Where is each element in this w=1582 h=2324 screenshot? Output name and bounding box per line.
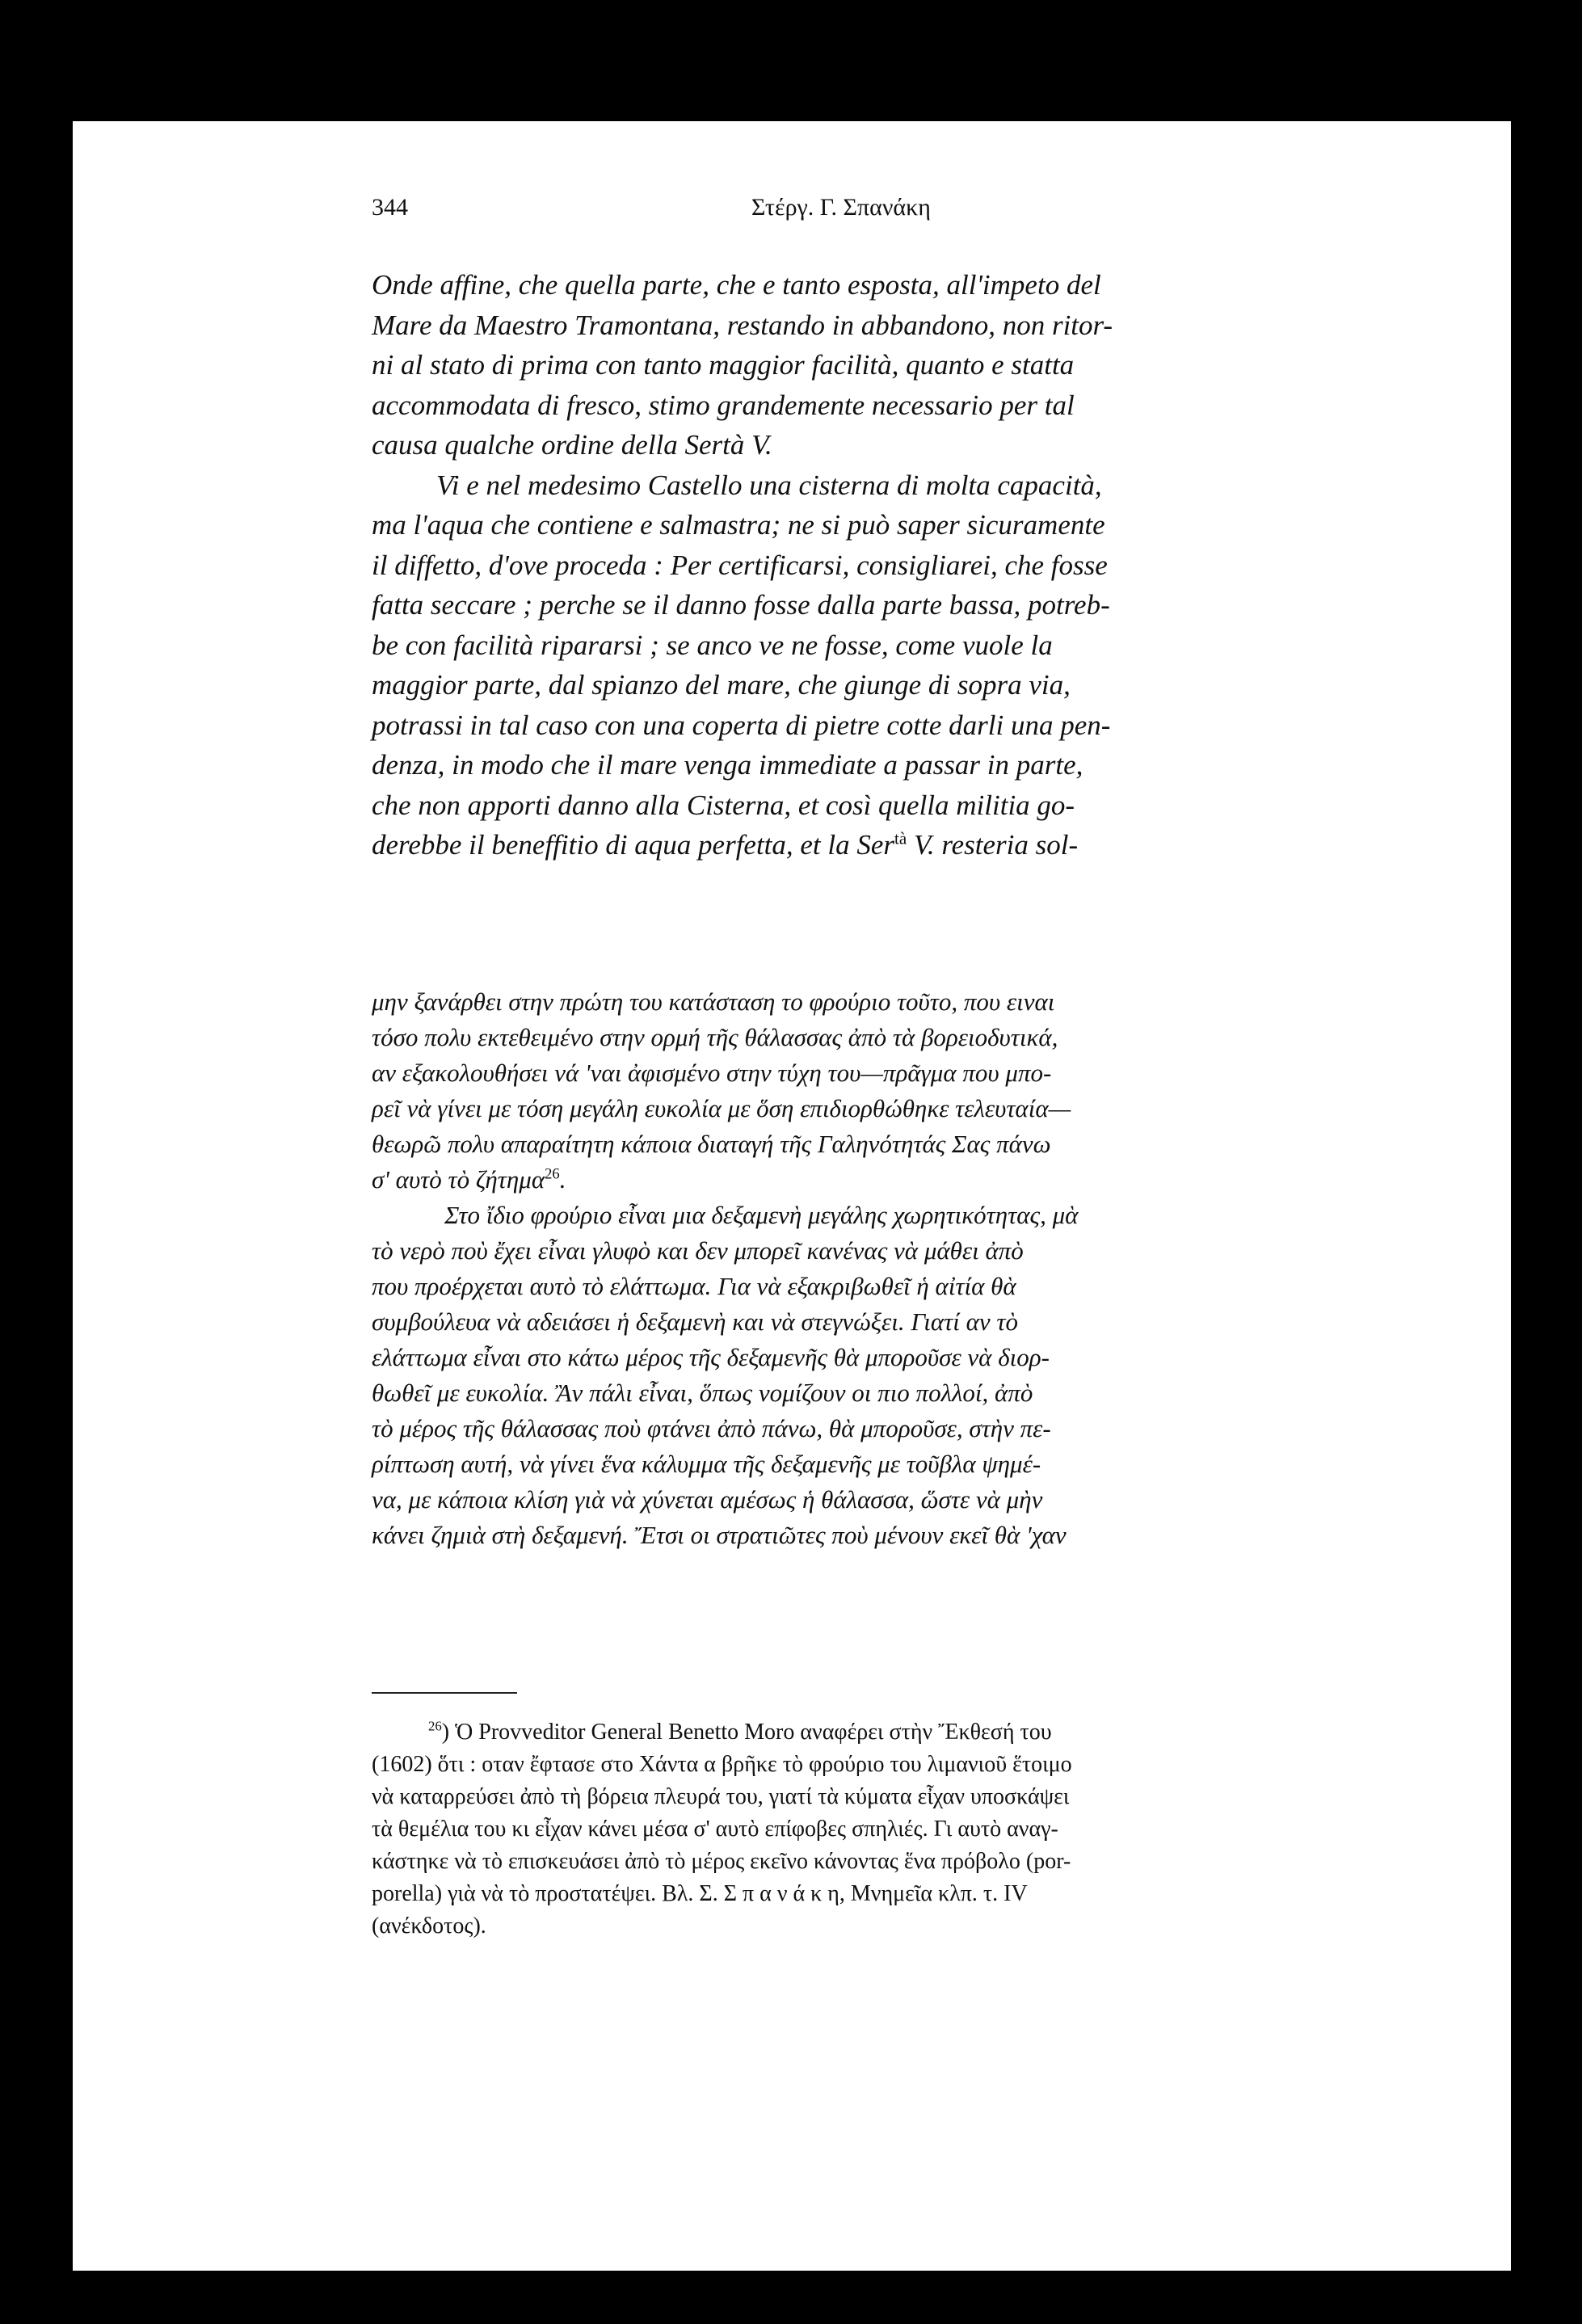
text-line: θεωρῶ πολυ απαραίτητη κάποια διαταγή τῆς Γαληνότητάς Σας πάνω (372, 1130, 1051, 1158)
running-head (372, 194, 1196, 226)
text-segment: ) Ὁ Provveditor General Benetto Moro αναφέρει στὴν Ἔκθεσή του (441, 1720, 1052, 1745)
text-line: ελάττωμα εἶναι στο κάτω μέρος τῆς δεξαμενῆς θὰ μποροῦσε νὰ διορ- (372, 1343, 1050, 1371)
text-line: il diffetto, d'ove proceda : Per certificarsi, consigliarei, che fosse (372, 549, 1108, 581)
text-line: be con facilità ripararsi ; se anco ve ne fosse, come vuole la (372, 629, 1053, 661)
text-line: κάστηκε νὰ τὸ επισκευάσει ἀπὸ τὸ μέρος εκεῖνο κάνοντας ἕνα πρόβολο (por- (372, 1849, 1071, 1874)
greek-translation (372, 984, 1196, 1553)
page-number: 344 (372, 194, 408, 221)
footnote-divider (372, 1692, 517, 1694)
text-line: (1602) ὅτι : οταν ἔφτασε στο Χάντα α βρῆκε τὸ φρούριο του λιμανιοῦ ἕτοιμο (372, 1752, 1072, 1777)
text-line: denza, in modo che il mare venga immediate a passar in parte, (372, 749, 1083, 781)
text-line: που προέρχεται αυτὸ τὸ ελάττωμα. Για νὰ εξακριβωθεῖ ἡ αἰτία θὰ (372, 1272, 1016, 1300)
superscript: tà (894, 828, 907, 848)
text-line: causa qualche ordine della Sertà V. (372, 429, 772, 461)
text-line: che non apporti danno alla Cisterna, et così quella militia go- (372, 789, 1075, 821)
author-header: Στέργ. Γ. Σπανάκη (751, 194, 931, 221)
text-line: τὸ μέρος τῆς θάλασσας ποὺ φτάνει ἀπὸ πάνω, θὰ μποροῦσε, στὴν πε- (372, 1414, 1051, 1442)
footnote-marker: 26 (428, 1718, 442, 1734)
text-line: τὸ νερὸ ποὺ ἔχει εἶναι γλυφὸ και δεν μπορεῖ κανένας νὰ μάθει ἀπὸ (372, 1236, 1024, 1265)
text-line: porella) γιὰ νὰ τὸ προστατέψει. Βλ. Σ. Σ π α ν ά κ η, Μνημεῖα κλπ. τ. IV (372, 1881, 1028, 1906)
text-line: νὰ καταρρεύσει ἀπὸ τὴ βόρεια πλευρά του, γιατί τὰ κύματα εἶχαν υποσκάψει (372, 1784, 1070, 1809)
text-line: Στο ἴδιο φρούριο εἶναι μια δεξαμενὴ μεγάλης χωρητικότητας, μὰ (444, 1201, 1079, 1229)
footnote (372, 1716, 1196, 1943)
text-line: ni al stato di prima con tanto maggior facilità, quanto e statta (372, 349, 1075, 381)
text-line (372, 825, 1196, 865)
text-segment: derebbe il beneffitio di aqua perfetta, et la Ser (372, 829, 895, 861)
text-line: ρίπτωση αυτή, νὰ γίνει ἕνα κάλυμμα τῆς δεξαμενῆς με τοῦβλα ψημέ- (372, 1450, 1041, 1478)
text-line: τόσο πολυ εκτεθειμένο στην ορμή τῆς θάλασσας ἀπὸ τὰ βορειοδυτικά, (372, 1023, 1058, 1051)
footnote-reference: 26 (545, 1165, 560, 1183)
text-line: potrassi in tal caso con una coperta di pietre cotte darli una pen- (372, 709, 1111, 741)
text-line: fatta seccare ; perche se il danno fosse dalla parte bassa, potreb- (372, 589, 1110, 621)
text-line: συμβούλευα νὰ αδειάσει ἡ δεξαμενὴ και νὰ στεγνώξει. Γιατί αν τὸ (372, 1307, 1018, 1336)
text-line: Vi e nel medesimo Castello una cisterna di molta capacità, (436, 469, 1102, 501)
italian-quotation (372, 265, 1196, 865)
text-line: maggior parte, dal spianzo del mare, che giunge di sopra via, (372, 669, 1071, 701)
text-line: σ' αυτὸ τὸ ζήτημα$^{26}$. (372, 1165, 566, 1194)
text-line: τὰ θεμέλια του κι εἶχαν κάνει μέσα σ' αυτὸ επίφοβες σπηλιές. Γι αυτὸ αναγ- (372, 1817, 1058, 1842)
text-line: ma l'aqua che contiene e salmastra; ne si può saper sicuramente (372, 509, 1105, 541)
text-segment: V. resteria sol- (907, 829, 1079, 861)
text-line: μην ξανάρθει στην πρώτη του κατάσταση το φρούριο τοῦτο, που ειναι (372, 987, 1055, 1016)
text-line: θωθεῖ με ευκολία. Ἂν πάλι εἶναι, ὅπως νομίζουν οι πιο πολλοί, ἀπὸ (372, 1379, 1033, 1407)
text-line: (ανέκδοτος). (372, 1914, 486, 1939)
text-line: Mare da Maestro Tramontana, restando in abbandono, non ritor- (372, 309, 1113, 341)
text-line (372, 1716, 1196, 1749)
text-line: ρεῖ νὰ γίνει με τόση μεγάλη ευκολία με ὅση επιδιορθώθηκε τελευταία— (372, 1094, 1071, 1122)
text-line: κάνει ζημιὰ στὴ δεξαμενή. Ἔτσι οι στρατιῶτες ποὺ μένουν εκεῖ θὰ 'χαν (372, 1521, 1067, 1549)
text-segment: σ' αυτὸ τὸ ζήτημα (372, 1165, 545, 1194)
text-line: αν εξακολουθήσει νά 'ναι ἀφισμένο στην τύχη του—πρᾶγμα που μπο- (372, 1059, 1052, 1087)
text-line: accommodata di fresco, stimo grandemente necessario per tal (372, 389, 1075, 421)
text-line: Onde affine, che quella parte, che e tanto esposta, all'impeto del (372, 269, 1101, 301)
text-line: να, με κάποια κλίση γιὰ νὰ χύνεται αμέσως ἡ θάλασσα, ὥστε νὰ μὴν (372, 1485, 1043, 1514)
